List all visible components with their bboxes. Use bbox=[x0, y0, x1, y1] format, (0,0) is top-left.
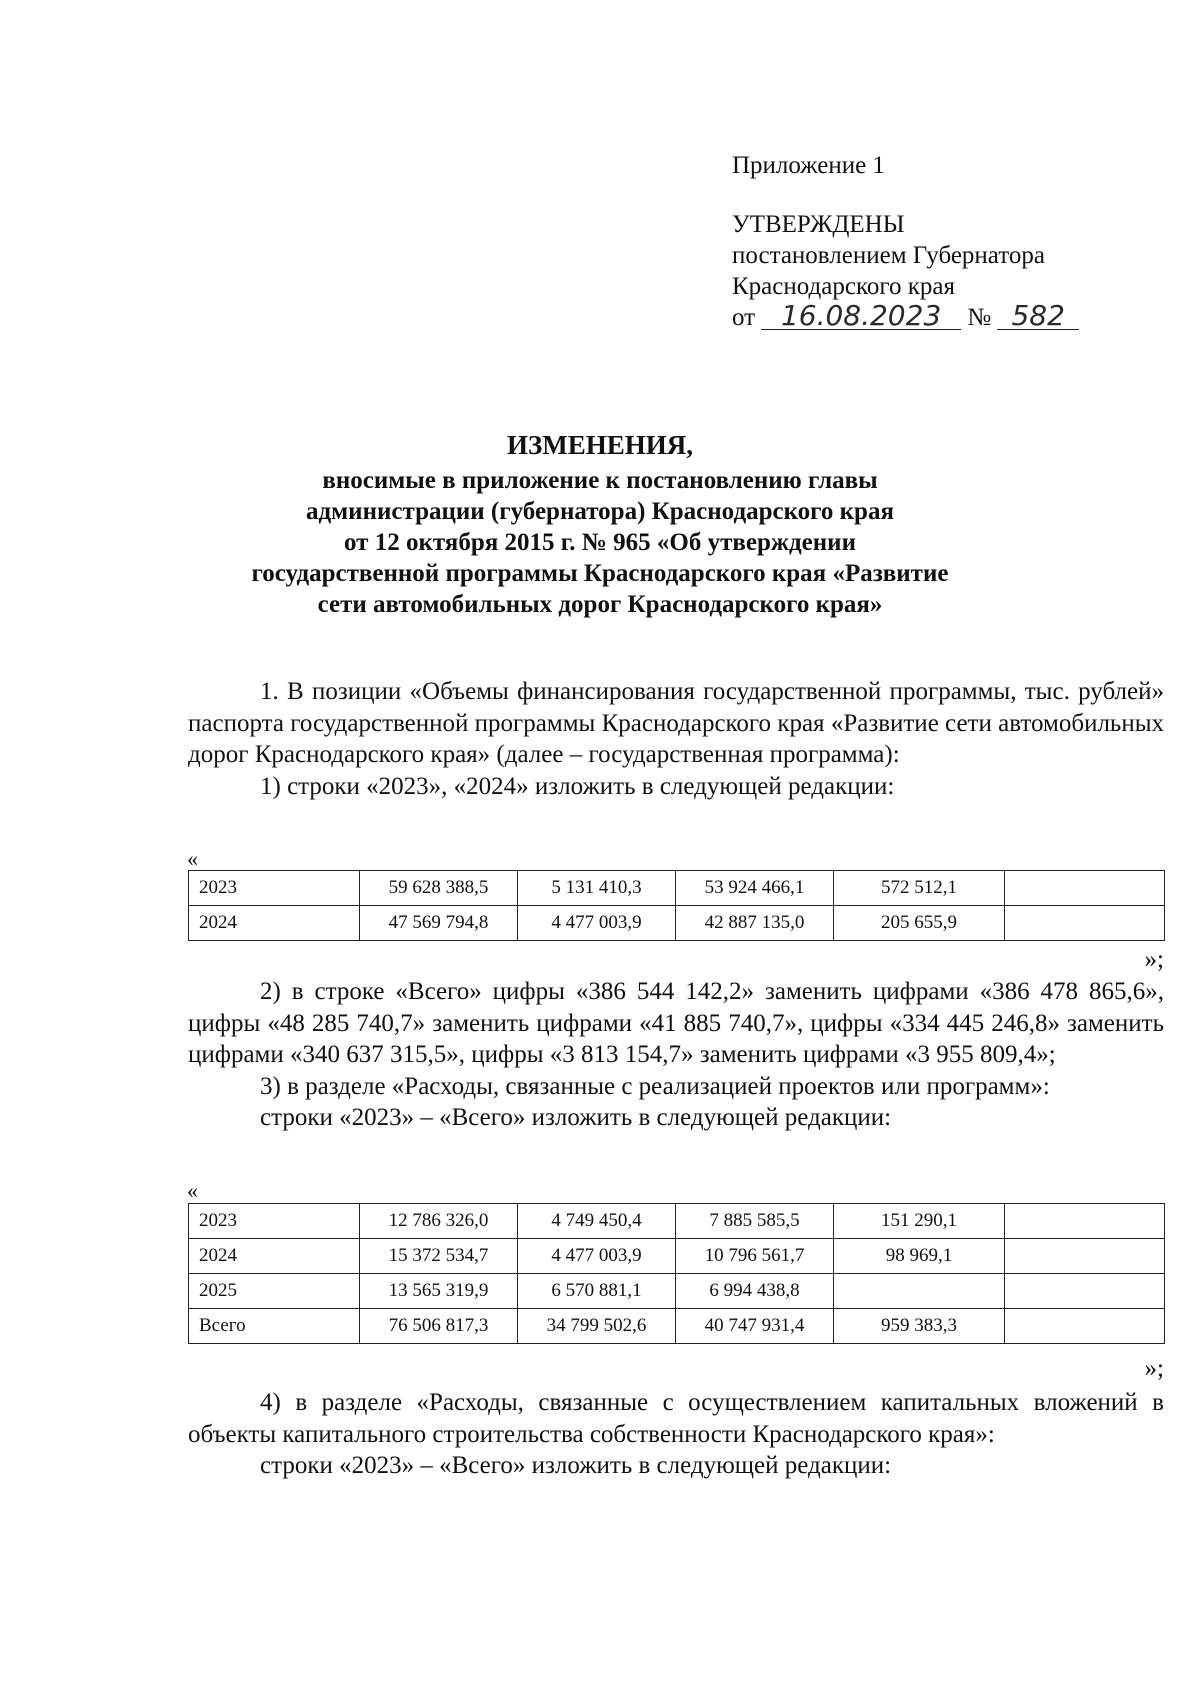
approved-by-line1: постановлением Губернатора bbox=[732, 242, 1045, 269]
item1-paragraph: 1. В позиции «Объемы финансирования государственной программы, тыс. рублей» паспорта государственной программы Краснодарского края «Развитие сети автомобильных дорог Краснодарского края» (далее – государственная программа): bbox=[188, 678, 1164, 768]
title-line2: администрации (губернатора) Краснодарского края bbox=[306, 498, 894, 525]
table-financing-2 bbox=[188, 1203, 1165, 1344]
item2-block bbox=[188, 976, 1164, 1134]
item3-instruction: строки «2023» – «Всего» изложить в следующей редакции: bbox=[260, 1104, 892, 1131]
cell-other bbox=[1005, 1239, 1165, 1274]
item4-instruction: строки «2023» – «Всего» изложить в следующей редакции: bbox=[260, 1452, 892, 1479]
cell-other bbox=[1005, 1274, 1165, 1309]
cell-regional: 40 747 931,4 bbox=[676, 1309, 834, 1344]
cell-federal: 4 749 450,4 bbox=[518, 1204, 676, 1239]
cell-other bbox=[1005, 1204, 1165, 1239]
cell-year: 2023 bbox=[189, 1204, 360, 1239]
title-main: ИЗМЕНЕНИЯ, bbox=[506, 430, 693, 460]
handwritten-number: 582 bbox=[997, 303, 1079, 330]
approval-block bbox=[732, 150, 1079, 333]
cell-other bbox=[1005, 906, 1165, 941]
cell-total: 76 506 817,3 bbox=[360, 1309, 518, 1344]
cell-other bbox=[1005, 1309, 1165, 1344]
approved-by-line2: Краснодарского края bbox=[732, 273, 955, 300]
cell-federal: 4 477 003,9 bbox=[518, 1239, 676, 1274]
cell-year: 2024 bbox=[189, 1239, 360, 1274]
table-financing-1 bbox=[188, 870, 1165, 941]
approval-date-number bbox=[732, 299, 1079, 333]
cell-local: 205 655,9 bbox=[834, 906, 1005, 941]
number-label: № bbox=[967, 304, 992, 331]
title-line5: сети автомобильных дорог Краснодарского края» bbox=[317, 591, 883, 618]
cell-year: 2024 bbox=[189, 906, 360, 941]
item3-heading: 3) в разделе «Расходы, связанные с реализацией проектов или программ»: bbox=[260, 1072, 1050, 1100]
cell-local: 572 512,1 bbox=[834, 871, 1005, 906]
cell-local: 959 383,3 bbox=[834, 1309, 1005, 1344]
cell-total: 47 569 794,8 bbox=[360, 906, 518, 941]
appendix-label: Приложение 1 bbox=[732, 152, 885, 179]
cell-total: 15 372 534,7 bbox=[360, 1239, 518, 1274]
from-label: от bbox=[732, 304, 756, 331]
title-line3: от 12 октября 2015 г. № 965 «Об утверждении bbox=[344, 529, 856, 556]
cell-total: 59 628 388,5 bbox=[360, 871, 518, 906]
cell-federal: 34 799 502,6 bbox=[518, 1309, 676, 1344]
title-line1: вносимые в приложение к постановлению главы bbox=[322, 467, 878, 494]
table-row bbox=[189, 1239, 1165, 1274]
quote-close-1: »; bbox=[1144, 946, 1164, 973]
cell-regional: 10 796 561,7 bbox=[676, 1239, 834, 1274]
approved-heading: УТВЕРЖДЕНЫ bbox=[732, 211, 905, 238]
item4-paragraph: 4) в разделе «Расходы, связанные с осуществлением капитальных вложений в объекты капитального строительства собственности Краснодарского края»: bbox=[188, 1389, 1164, 1448]
cell-total: 13 565 319,9 bbox=[360, 1274, 518, 1309]
quote-close-2: »; bbox=[1144, 1355, 1164, 1382]
cell-federal: 6 570 881,1 bbox=[518, 1274, 676, 1309]
cell-year: 2023 bbox=[189, 871, 360, 906]
quote-open-2: « bbox=[187, 1178, 198, 1203]
item1-sub1: 1) строки «2023», «2024» изложить в следующей редакции: bbox=[260, 772, 895, 800]
table-row bbox=[189, 871, 1165, 906]
cell-year: Всего bbox=[189, 1309, 360, 1344]
handwritten-date: 16.08.2023 bbox=[761, 303, 961, 330]
table-row bbox=[189, 1274, 1165, 1309]
cell-local: 151 290,1 bbox=[834, 1204, 1005, 1239]
table-row bbox=[189, 1309, 1165, 1344]
cell-other bbox=[1005, 871, 1165, 906]
cell-total: 12 786 326,0 bbox=[360, 1204, 518, 1239]
cell-year: 2025 bbox=[189, 1274, 360, 1309]
cell-regional: 7 885 585,5 bbox=[676, 1204, 834, 1239]
item2-paragraph: 2) в строке «Всего» цифры «386 544 142,2» заменить цифрами «386 478 865,6», цифры «48 285 740,7» заменить цифрами «41 885 740,7», цифры «334 445 246,8» заменить цифрами «340 637 315,5», цифры «3 813 154,7» заменить цифрами «3 955 809,4»; bbox=[188, 978, 1164, 1068]
item4-block bbox=[188, 1387, 1164, 1482]
quote-open-1: « bbox=[187, 846, 198, 871]
cell-regional: 53 924 466,1 bbox=[676, 871, 834, 906]
title-line4: государственной программы Краснодарского края «Развитие bbox=[251, 560, 949, 587]
table-row bbox=[189, 906, 1165, 941]
cell-federal: 5 131 410,3 bbox=[518, 871, 676, 906]
item1-block bbox=[188, 676, 1164, 802]
cell-regional: 6 994 438,8 bbox=[676, 1274, 834, 1309]
cell-regional: 42 887 135,0 bbox=[676, 906, 834, 941]
cell-local: 98 969,1 bbox=[834, 1239, 1005, 1274]
table-row bbox=[189, 1204, 1165, 1239]
cell-local bbox=[834, 1274, 1005, 1309]
cell-federal: 4 477 003,9 bbox=[518, 906, 676, 941]
document-title bbox=[150, 430, 1050, 620]
